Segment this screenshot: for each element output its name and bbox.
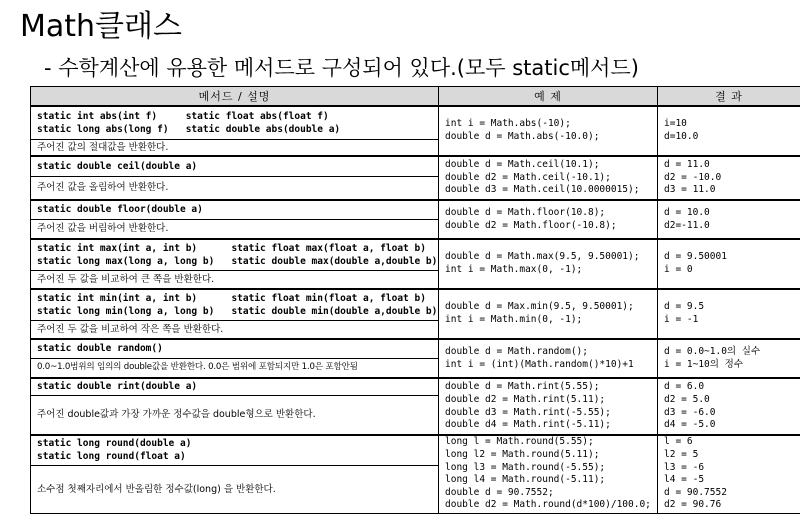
method-signature: static int abs(int f) static float abs(float f) static long abs(long f) static double abs(double a) — [31, 106, 439, 139]
table-row — [31, 156, 800, 176]
example-code: double d = Math.rint(5.55); double d2 = Math.rint(5.11); double d3 = Math.rint(-5.55); double d4 = Math.rint(-5.11); — [439, 378, 658, 435]
example-code: int i = Math.abs(-10); double d = Math.abs(-10.0); — [439, 106, 658, 156]
example-code: long l = Math.round(5.55); long l2 = Math.round(5.11); long l3 = Math.round(-5.55); long l4 = Math.round(-5.11); double d = 90.7552; double d2 = Math.round(d*100)/100.0; — [439, 435, 658, 513]
table-row — [31, 200, 800, 219]
example-column-header: 예 제 — [439, 87, 658, 107]
example-code: double d = Math.max(9.5, 9.50001); int i = Math.max(0, -1); — [439, 239, 658, 289]
method-signature: static double ceil(double a) — [31, 156, 439, 176]
method-signature: static long round(double a) static long round(float a) — [31, 435, 439, 465]
method-signature: static int max(int a, int b) static float max(float a, float b) static long max(long a, long b) static double max(double a,double b) — [31, 239, 439, 270]
result-value: i=10 d=10.0 — [658, 106, 800, 156]
table-row — [31, 239, 800, 270]
method-signature: static int min(int a, int b) static float min(float a, float b) static long min(long a, long b) static double min(double a,double b) — [31, 289, 439, 320]
result-value: d = 9.5 i = -1 — [658, 289, 800, 339]
table-row — [31, 435, 800, 465]
table-row — [31, 289, 800, 320]
result-value: l = 6 l2 = 5 l3 = -6 l4 = -5 d = 90.7552 d2 = 90.76 — [658, 435, 800, 513]
method-description: 주어진 값을 올림하여 반환한다. — [31, 176, 439, 200]
method-description: 소수점 첫째자리에서 반올림한 정수값(long) 을 반환한다. — [31, 465, 439, 513]
example-code: double d = Max.min(9.5, 9.50001); int i = Math.min(0, -1); — [439, 289, 658, 339]
result-value: d = 9.50001 i = 0 — [658, 239, 800, 289]
page-subtitle: - 수학계산에 유용한 메서드로 구성되어 있다.(모두 static메서드) — [44, 56, 639, 80]
result-value: d = 11.0 d2 = -10.0 d3 = 11.0 — [658, 156, 800, 200]
table-row — [31, 106, 800, 139]
table-row — [31, 378, 800, 395]
result-column-header: 결 과 — [658, 87, 800, 107]
example-code: double d = Math.floor(10.8); double d2 = Math.floor(-10.8); — [439, 200, 658, 239]
method-description: 0.0~1.0범위의 임의의 double값을 반환한다. 0.0은 범위에 포함되지만 1.0은 포함안됨 — [31, 358, 439, 378]
page-title: Math클래스 — [20, 9, 182, 44]
example-code: double d = Math.random(); int i = (int)(Math.random()*10)+1 — [439, 339, 658, 378]
method-description: 주어진 값의 절대값을 반환한다. — [31, 139, 439, 156]
method-signature: static double floor(double a) — [31, 200, 439, 219]
example-code: double d = Math.ceil(10.1); double d2 = Math.ceil(-10.1); double d3 = Math.ceil(10.0000015); — [439, 156, 658, 200]
table-header-row — [31, 87, 800, 107]
method-description: 주어진 값을 버림하여 반환한다. — [31, 219, 439, 239]
method-description: 주어진 두 값을 비교하여 큰 쪽을 반환한다. — [31, 270, 439, 289]
method-description: 주어진 double값과 가장 가까운 정수값을 double형으로 반환한다. — [31, 395, 439, 435]
method-description: 주어진 두 값을 비교하여 작은 쪽을 반환한다. — [31, 320, 439, 339]
method-signature: static double rint(double a) — [31, 378, 439, 395]
method-signature: static double random() — [31, 339, 439, 358]
result-value: d = 10.0 d2=-11.0 — [658, 200, 800, 239]
math-methods-table — [30, 86, 800, 514]
table-row — [31, 339, 800, 358]
result-value: d = 6.0 d2 = 5.0 d3 = -6.0 d4 = -5.0 — [658, 378, 800, 435]
result-value: d = 0.0~1.0의 실수 i = 1~10의 정수 — [658, 339, 800, 378]
method-column-header: 메서드 / 설명 — [31, 87, 439, 107]
